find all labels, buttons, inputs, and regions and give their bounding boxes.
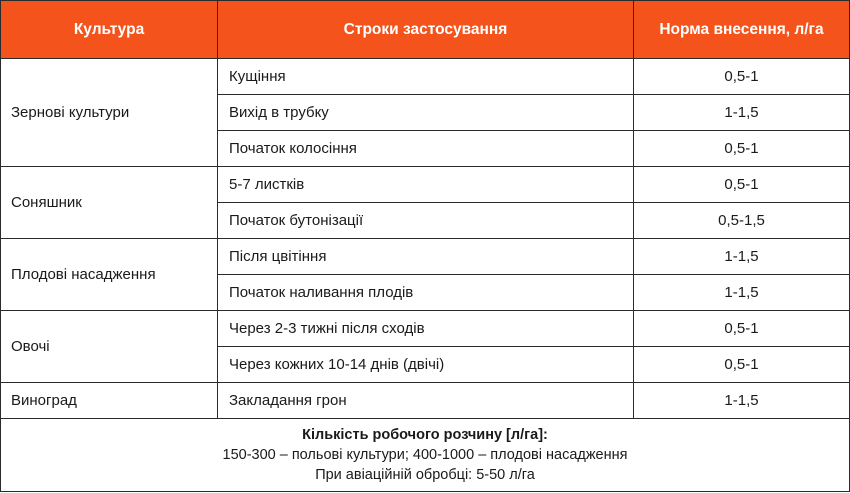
rate-cell: 0,5-1 xyxy=(634,347,850,383)
timing-cell: Початок бутонізації xyxy=(218,203,634,239)
footer-line-1: 150-300 – польові культури; 400-1000 – плодові насадження xyxy=(222,447,628,463)
culture-cell-sunflower: Соняшник xyxy=(1,167,218,239)
rate-cell: 0,5-1 xyxy=(634,131,850,167)
timing-cell: Кущіння xyxy=(218,59,634,95)
rate-cell: 1-1,5 xyxy=(634,275,850,311)
table-row xyxy=(1,59,850,95)
table-row xyxy=(1,167,850,203)
working-solution-note xyxy=(1,419,850,492)
footer-line-2: При авіаційній обробці: 5-50 л/га xyxy=(315,467,535,483)
timing-cell: 5-7 листків xyxy=(218,167,634,203)
rate-cell: 1-1,5 xyxy=(634,383,850,419)
timing-cell: Початок колосіння xyxy=(218,131,634,167)
rate-cell: 0,5-1 xyxy=(634,311,850,347)
culture-cell-grapes: Виноград xyxy=(1,383,218,419)
timing-cell: Через кожних 10-14 днів (двічі) xyxy=(218,347,634,383)
rate-cell: 1-1,5 xyxy=(634,239,850,275)
header-timing: Строки застосування xyxy=(218,1,634,59)
timing-cell: Через 2-3 тижні після сходів xyxy=(218,311,634,347)
timing-cell: Вихід в трубку xyxy=(218,95,634,131)
header-rate: Норма внесення, л/га xyxy=(634,1,850,59)
rate-cell: 0,5-1,5 xyxy=(634,203,850,239)
header-row xyxy=(1,1,850,59)
culture-cell-grains: Зернові культури xyxy=(1,59,218,167)
table-row xyxy=(1,383,850,419)
footer-title: Кількість робочого розчину [л/га]: xyxy=(302,427,548,443)
timing-cell: Після цвітіння xyxy=(218,239,634,275)
culture-cell-vegetables: Овочі xyxy=(1,311,218,383)
table-row xyxy=(1,311,850,347)
rate-cell: 1-1,5 xyxy=(634,95,850,131)
header-culture: Культура xyxy=(1,1,218,59)
culture-cell-orchards: Плодові насадження xyxy=(1,239,218,311)
rate-cell: 0,5-1 xyxy=(634,59,850,95)
timing-cell: Початок наливання плодів xyxy=(218,275,634,311)
footer-row xyxy=(1,419,850,492)
table-row xyxy=(1,239,850,275)
rate-cell: 0,5-1 xyxy=(634,167,850,203)
timing-cell: Закладання грон xyxy=(218,383,634,419)
